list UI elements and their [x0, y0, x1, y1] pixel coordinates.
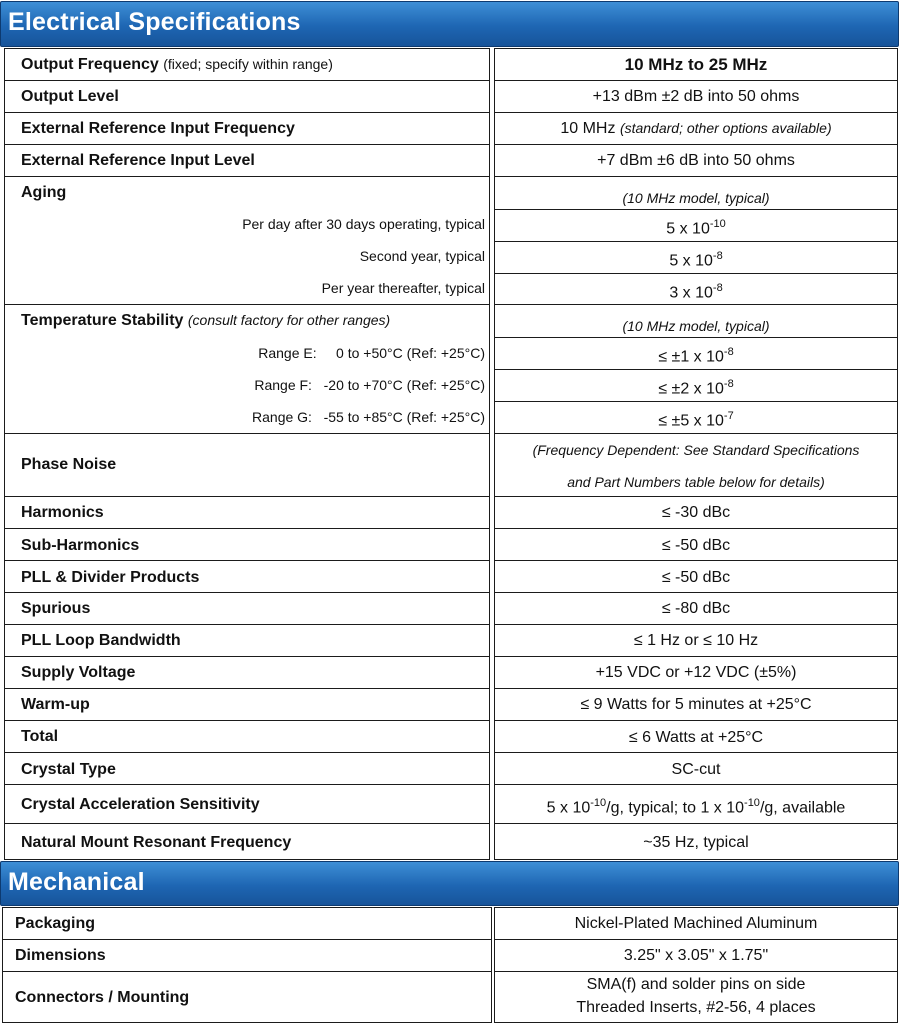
label-ext-ref-freq: External Reference Input Frequency [21, 120, 295, 137]
value-mount-resonant: ~35 Hz, typical [643, 834, 749, 851]
label-spurious: Spurious [21, 600, 91, 617]
aging-value-0: 5 x $10^{-10}$ [666, 218, 726, 238]
note-ext-ref-freq: (standard; other options available) [619, 120, 832, 136]
label-ext-ref-level: External Reference Input Level [21, 152, 255, 169]
label-packaging: Packaging [15, 915, 96, 932]
temp-value-0: ≤ ±1 x $10^{-8}$ [658, 346, 734, 366]
row-packaging [2, 907, 896, 940]
value-supply-voltage: +15 VDC or +12 VDC (±5%) [595, 664, 797, 681]
label-pll-bandwidth: PLL Loop Bandwidth [21, 632, 181, 649]
aging-header-value: (10 MHz model, typical) [622, 190, 770, 206]
row-ext-ref-level [2, 144, 896, 177]
value-harmonics: ≤ -30 dBc [661, 504, 731, 521]
aging-sub-label-2: Per year thereafter, typical [321, 280, 485, 296]
note-output-frequency: (fixed; specify within range) [163, 56, 333, 72]
value-pll-bandwidth: ≤ 1 Hz or ≤ 10 Hz [633, 632, 759, 649]
label-aging: Aging [21, 184, 67, 201]
value-crystal-type: SC-cut [671, 761, 721, 778]
row-sub-harmonics [2, 528, 896, 561]
row-supply-voltage [2, 656, 896, 689]
value-dimensions: 3.25" x 3.05" x 1.75" [623, 947, 769, 964]
value-output-frequency: 10 MHz to 25 MHz [624, 55, 768, 74]
label-temp-stability: Temperature Stability [21, 312, 184, 329]
phase-noise-value-line1: (Frequency Dependent: See Standard Specifications [532, 442, 860, 458]
label-crystal-type: Crystal Type [21, 761, 116, 778]
value-connectors-line1: SMA(f) and solder pins on side [586, 976, 806, 993]
electrical-title: Electrical Specifications [8, 8, 301, 36]
value-spurious: ≤ -80 dBc [661, 600, 731, 617]
row-temp-stability [2, 304, 896, 434]
label-harmonics: Harmonics [21, 504, 104, 521]
value-ext-ref-level: +7 dBm ±6 dB into 50 ohms [597, 152, 795, 169]
label-dimensions: Dimensions [15, 947, 106, 964]
label-warm-up: Warm-up [21, 696, 90, 713]
temp-header-value: (10 MHz model, typical) [622, 318, 770, 334]
electrical-header [0, 1, 899, 47]
row-phase-noise [2, 433, 896, 497]
value-warm-up: ≤ 9 Watts for 5 minutes at +25°C [580, 696, 812, 713]
mechanical-title: Mechanical [8, 868, 145, 896]
value-sub-harmonics: ≤ -50 dBc [661, 537, 731, 554]
row-output-level [2, 80, 896, 113]
row-pll-divider [2, 560, 896, 593]
aging-sub-label-0: Per day after 30 days operating, typical [242, 216, 485, 232]
value-output-level: +13 dBm ±2 dB into 50 ohms [592, 88, 800, 105]
temp-value-1: ≤ ±2 x $10^{-8}$ [658, 378, 734, 398]
row-warm-up [2, 688, 896, 721]
row-connectors [2, 971, 896, 1023]
label-output-level: Output Level [21, 88, 119, 105]
label-output-frequency: Output Frequency [21, 56, 159, 73]
label-crystal-accel: Crystal Acceleration Sensitivity [21, 796, 260, 813]
row-spurious [2, 592, 896, 625]
row-mount-resonant [2, 823, 896, 860]
row-ext-ref-freq [2, 112, 896, 145]
temp-sub-label-0: Range E: 0 to +50°C (Ref: +25°C) [258, 345, 485, 361]
mechanical-header [0, 861, 899, 906]
label-mount-resonant: Natural Mount Resonant Frequency [21, 834, 292, 851]
phase-noise-value-line2: and Part Numbers table below for details) [567, 474, 825, 490]
temp-sub-label-1: Range F: -20 to +70°C (Ref: +25°C) [254, 377, 485, 393]
row-harmonics [2, 496, 896, 529]
label-phase-noise: Phase Noise [21, 456, 117, 473]
value-crystal-accel: 5 x $10^{-10}/g$, typical; to 1 x $10^{-10}/g$, available [546, 797, 846, 817]
label-total: Total [21, 728, 59, 745]
aging-value-1: 5 x $10^{-8}$ [669, 250, 723, 270]
row-aging [2, 176, 896, 305]
value-connectors-line2: Threaded Inserts, #2-56, 4 places [576, 999, 816, 1016]
value-ext-ref-freq: 10 MHz [560, 120, 616, 137]
temp-sub-label-2: Range G: -55 to +85°C (Ref: +25°C) [252, 409, 485, 425]
label-sub-harmonics: Sub-Harmonics [21, 537, 140, 554]
row-pll-bandwidth [2, 624, 896, 657]
aging-sub-label-1: Second year, typical [359, 248, 485, 264]
note-temp-stability: (consult factory for other ranges) [187, 312, 391, 328]
label-pll-divider: PLL & Divider Products [21, 569, 200, 586]
label-connectors: Connectors / Mounting [15, 989, 190, 1006]
aging-value-2: 3 x $10^{-8}$ [669, 282, 723, 302]
value-total: ≤ 6 Watts at +25°C [628, 729, 764, 746]
label-supply-voltage: Supply Voltage [21, 664, 136, 681]
value-pll-divider: ≤ -50 dBc [661, 569, 731, 586]
row-total [2, 720, 896, 753]
row-crystal-accel [2, 784, 896, 824]
temp-value-2: ≤ ±5 x $10^{-7}$ [658, 410, 734, 430]
row-crystal-type [2, 752, 896, 785]
value-packaging: Nickel-Plated Machined Aluminum [574, 915, 818, 932]
row-dimensions [2, 939, 896, 972]
row-output-frequency [2, 48, 896, 81]
